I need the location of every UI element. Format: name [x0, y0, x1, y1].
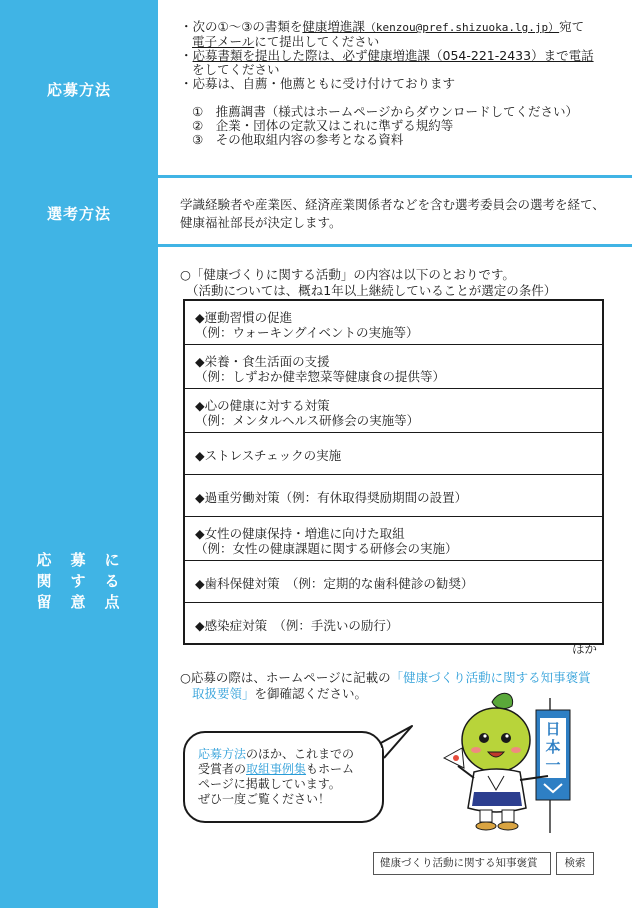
activity-example: （例：しずおか健幸惣菜等健康食の提供等） — [195, 368, 446, 384]
activity-title: ◆歯科保健対策 （例：定期的な歯科健診の勧奨） — [195, 576, 474, 591]
selection-method-body — [180, 196, 605, 232]
banner-text: 本 — [545, 738, 561, 756]
text: を御確認ください。 — [254, 686, 368, 701]
phone-instruction: 応募書類を提出した際は、必ず健康増進課（054-221-2433）まで電話 — [192, 48, 594, 63]
bubble-line — [198, 747, 370, 762]
activity-row — [185, 561, 602, 603]
document-item: ③ その他取組内容の参考となる資料 — [192, 132, 404, 147]
email-method: 電子メール — [192, 34, 255, 49]
selection-line: 学識経験者や産業医、経済産業関係者などを含む選考委員会の選考を経て、 — [180, 197, 605, 212]
text: のほか、これまでの — [246, 747, 355, 761]
instruction-line: ・応募は、自薦・他薦ともに受け付けております — [180, 76, 456, 91]
activity-title: ◆女性の健康保持・増進に向けた取組 — [195, 525, 405, 541]
section-divider — [0, 175, 632, 178]
text: 受賞者の — [198, 762, 247, 776]
email-address: （kenzou@pref.shizuoka.lg.jp） — [364, 21, 560, 34]
bubble-line: ぜひ一度ご覧ください！ — [198, 792, 331, 806]
case-studies-link[interactable]: 取組事例集 — [246, 762, 307, 776]
sidebar-column — [0, 0, 158, 908]
text: もホーム — [306, 762, 355, 776]
department-name: 健康増進課 — [302, 19, 365, 34]
activity-row — [185, 475, 602, 517]
instruction-line — [180, 20, 594, 35]
activity-title: ◆ストレスチェックの実施 — [195, 448, 342, 463]
activity-title: ◆感染症対策 （例：手洗いの励行） — [195, 617, 399, 633]
text: をしてください — [192, 62, 280, 77]
selection-line: 健康福祉部長が決定します。 — [180, 215, 342, 230]
activity-example: （例：女性の健康課題に関する研修会の実施） — [195, 540, 458, 556]
instruction-line — [180, 63, 594, 77]
activity-row — [185, 603, 602, 643]
label-notes — [0, 550, 158, 613]
instruction-line — [180, 35, 594, 49]
document-item: ② 企業・団体の定款又はこれに準ずる規約等 — [192, 118, 454, 133]
activity-row — [185, 345, 602, 389]
mascot-illustration — [440, 688, 590, 833]
text: 宛て — [559, 19, 585, 34]
text: ○応募の際は、ホームページに記載の — [180, 670, 391, 685]
banner-text: 日 — [545, 720, 561, 738]
activity-row — [185, 389, 602, 433]
intro-line: ○「健康づくりに関する活動」の内容は以下のとおりです。 — [180, 267, 515, 282]
activity-example: （例：メンタルヘルス研修会の実施等） — [195, 412, 420, 428]
label-notes-line: 応 募 に — [36, 551, 122, 569]
speech-bubble — [183, 731, 384, 823]
activity-title: ◆運動習慣の促進 — [195, 309, 293, 325]
banner-text: 一 — [545, 756, 561, 774]
tail-mask — [370, 748, 382, 758]
activity-title: ◆過重労働対策（例：有休取得奨励期間の設置） — [195, 490, 468, 505]
activity-row — [185, 433, 602, 475]
section-divider — [0, 244, 632, 247]
activity-row — [185, 301, 602, 345]
bubble-line — [198, 762, 370, 777]
bubble-line: ページに掲載しています。 — [198, 777, 341, 791]
guideline-link[interactable]: 取扱要領」 — [192, 686, 255, 701]
confirm-line — [180, 670, 591, 686]
activity-row — [185, 517, 602, 561]
guideline-link[interactable]: 「健康づくり活動に関する知事褒賞 — [390, 670, 591, 685]
instruction-line — [180, 49, 594, 63]
text: にて提出してください — [254, 34, 380, 49]
document-item: ① 推薦調書（様式はホームページからダウンロードしてください） — [192, 104, 578, 119]
text: ・ — [180, 48, 193, 63]
search-button[interactable]: 検索 — [556, 852, 594, 875]
activity-title: ◆栄養・食生活面の支援 — [195, 353, 330, 369]
intro-line: （活動については、概ね1年以上継続していることが選定の条件） — [186, 283, 557, 298]
text: ・次の①～③の書類を — [180, 19, 303, 34]
notes-intro — [180, 267, 556, 299]
activity-title: ◆心の健康に対する対策 — [195, 397, 330, 413]
hoka-note: ほか — [572, 641, 598, 656]
label-application-method: 応募方法 — [46, 81, 111, 99]
search-input[interactable]: 健康づくり活動に関する知事褒賞 — [373, 852, 551, 875]
label-notes-line: 留 意 点 — [36, 593, 122, 611]
application-method-body — [180, 20, 594, 147]
bubble-highlight: 応募方法 — [198, 747, 247, 761]
label-selection-method: 選考方法 — [46, 205, 111, 223]
activity-example: （例：ウォーキングイベントの実施等） — [195, 324, 419, 340]
label-notes-line: 関 す る — [36, 572, 122, 590]
activity-table — [183, 299, 604, 645]
